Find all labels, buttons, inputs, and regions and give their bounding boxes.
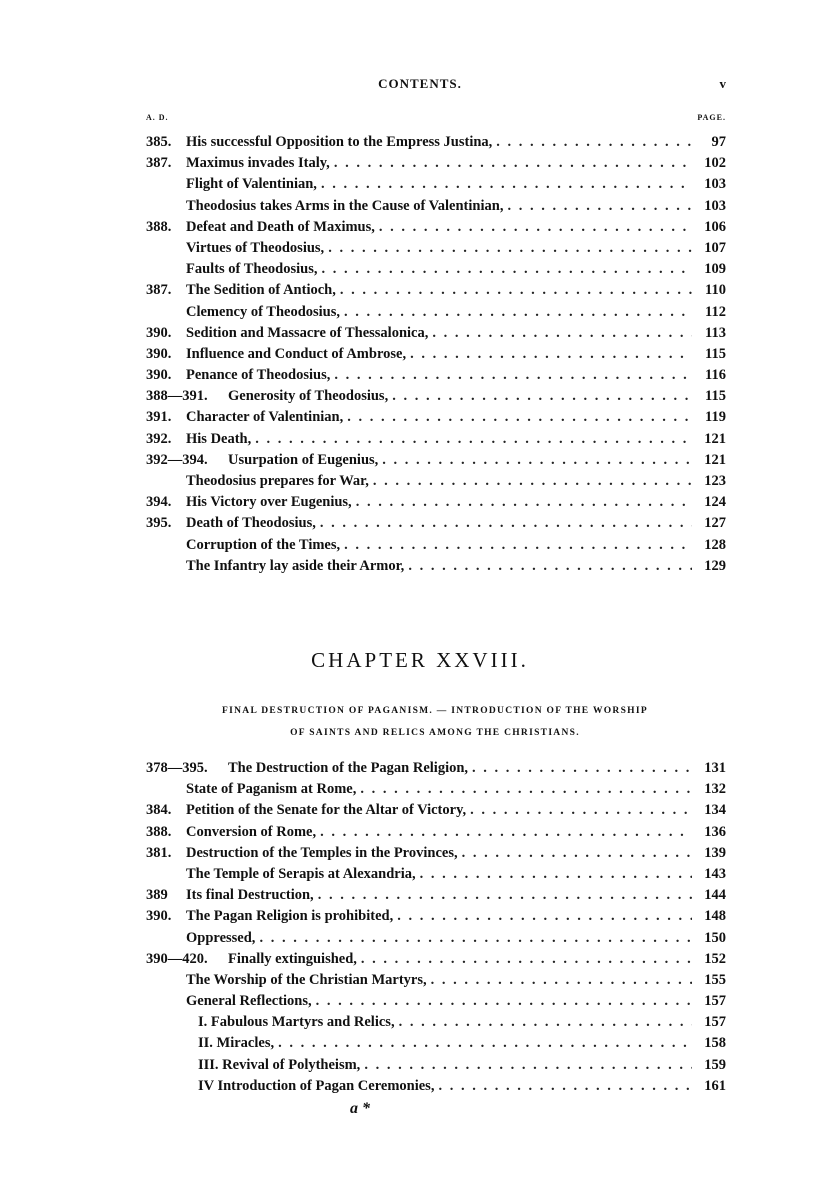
toc-year: 391. bbox=[146, 409, 172, 426]
toc-entry-text: His successful Opposition to the Empress Justina, bbox=[186, 134, 493, 150]
toc-year: 388. bbox=[146, 218, 172, 235]
dot-leader bbox=[330, 365, 692, 386]
toc-row bbox=[146, 864, 726, 885]
toc-entry-text: The Temple of Serapis at Alexandria, bbox=[186, 865, 416, 882]
toc-entry-text: Corruption of the Times, bbox=[186, 536, 341, 553]
toc-year: 390. bbox=[146, 367, 172, 384]
toc-entry-text: Clemency of Theodosius, bbox=[186, 303, 341, 320]
dot-leader bbox=[369, 471, 692, 492]
toc-entry-text: Virtues of Theodosius, bbox=[186, 239, 325, 256]
chapter-subtitle-line-2: OF SAINTS AND RELICS AMONG THE CHRISTIANS. bbox=[290, 728, 580, 738]
toc-row bbox=[146, 429, 726, 450]
toc-page-number: 136 bbox=[704, 823, 726, 840]
toc-row bbox=[146, 822, 726, 843]
toc-page-number: 110 bbox=[705, 282, 726, 299]
toc-row bbox=[146, 323, 726, 344]
dot-leader bbox=[274, 1033, 692, 1054]
toc-row bbox=[146, 259, 726, 280]
dot-leader bbox=[343, 407, 692, 428]
toc-row bbox=[146, 365, 726, 386]
toc-page-number: 144 bbox=[704, 887, 726, 904]
header-page-number: v bbox=[719, 76, 726, 91]
toc-page-number: 134 bbox=[704, 802, 726, 819]
toc-year: 387. bbox=[146, 155, 172, 172]
toc-page-number: 155 bbox=[704, 971, 726, 988]
dot-leader bbox=[330, 153, 692, 174]
toc-row bbox=[146, 132, 726, 153]
dot-leader bbox=[395, 1012, 692, 1033]
dot-leader bbox=[466, 800, 692, 821]
toc-row bbox=[146, 492, 726, 513]
toc-entry-text: Penance of Theodosius, bbox=[186, 367, 331, 384]
toc-entry-text: The Worship of the Christian Martyrs, bbox=[186, 971, 427, 988]
toc-entry-text: III. Revival of Polytheism, bbox=[198, 1056, 361, 1073]
toc-page-number: 139 bbox=[704, 844, 726, 861]
toc-row bbox=[146, 302, 726, 323]
toc-row bbox=[146, 174, 726, 195]
dot-leader bbox=[503, 196, 692, 217]
toc-page-number: 127 bbox=[704, 515, 726, 532]
dot-leader bbox=[356, 779, 692, 800]
dot-leader bbox=[434, 1076, 692, 1097]
toc-page-number: 150 bbox=[704, 929, 726, 946]
toc-entry-text: Sedition and Massacre of Thessalonica, bbox=[186, 324, 429, 341]
chapter-subtitle bbox=[140, 700, 730, 744]
toc-entry-text: Generosity of Theodosius, bbox=[228, 388, 389, 405]
toc-row bbox=[146, 1076, 726, 1097]
dot-leader bbox=[357, 949, 692, 970]
dot-leader bbox=[378, 450, 692, 471]
toc-year: 387. bbox=[146, 282, 172, 299]
toc-page-number: 107 bbox=[704, 239, 726, 256]
toc-year: 384. bbox=[146, 802, 172, 819]
toc-entry-text: Petition of the Senate for the Altar of Victory, bbox=[186, 802, 467, 819]
toc-row bbox=[146, 906, 726, 927]
toc-row bbox=[146, 928, 726, 949]
toc-row bbox=[146, 217, 726, 238]
dot-leader bbox=[427, 970, 692, 991]
toc-row bbox=[146, 970, 726, 991]
toc-year: 392—394. bbox=[146, 451, 208, 468]
toc-row bbox=[146, 280, 726, 301]
dot-leader bbox=[468, 758, 692, 779]
dot-leader bbox=[393, 906, 692, 927]
toc-entry-text: The Pagan Religion is prohibited, bbox=[186, 908, 394, 925]
toc-entry-text: Flight of Valentinian, bbox=[186, 176, 317, 193]
toc-entry-text: Destruction of the Temples in the Provinces, bbox=[186, 844, 458, 861]
toc-entry-text: Oppressed, bbox=[186, 929, 256, 946]
toc-entry-text: Usurpation of Eugenius, bbox=[228, 451, 379, 468]
toc-entry-text: The Infantry lay aside their Armor, bbox=[186, 557, 405, 574]
toc-entry-text: Finally extinguished, bbox=[228, 950, 357, 967]
toc-row bbox=[146, 450, 726, 471]
toc-year: 390. bbox=[146, 324, 172, 341]
toc-entry-text: State of Paganism at Rome, bbox=[186, 781, 357, 798]
toc-page-number: 115 bbox=[705, 388, 726, 405]
toc-page-number: 103 bbox=[704, 197, 726, 214]
toc-row bbox=[146, 535, 726, 556]
toc-row bbox=[146, 471, 726, 492]
dot-leader bbox=[317, 174, 692, 195]
toc-entry-text: Character of Valentinian, bbox=[186, 409, 344, 426]
toc-entry-text: Theodosius takes Arms in the Cause of Valentinian, bbox=[186, 197, 504, 214]
toc-page-number: 121 bbox=[704, 430, 726, 447]
toc-page-number: 128 bbox=[704, 536, 726, 553]
toc-entry-text: His Victory over Eugenius, bbox=[186, 494, 352, 511]
toc-row bbox=[146, 949, 726, 970]
toc-entry-text: Theodosius prepares for War, bbox=[186, 473, 369, 489]
toc-page-number: 129 bbox=[704, 557, 726, 574]
toc-page-number: 131 bbox=[704, 760, 726, 776]
toc-year: 385. bbox=[146, 134, 172, 150]
dot-leader bbox=[336, 280, 692, 301]
toc-page-number: 103 bbox=[704, 176, 726, 193]
column-header-page: PAGE. bbox=[697, 113, 726, 122]
toc-entry-text: I. Fabulous Martyrs and Relics, bbox=[198, 1014, 395, 1031]
toc-year: 388. bbox=[146, 823, 172, 840]
toc-year: 390. bbox=[146, 345, 172, 362]
toc-entry-text: II. Miracles, bbox=[198, 1035, 275, 1052]
toc-row bbox=[146, 513, 726, 534]
toc-entry-text: Maximus invades Italy, bbox=[186, 155, 330, 172]
toc-page-number: 97 bbox=[711, 134, 726, 150]
toc-year: 394. bbox=[146, 494, 172, 511]
toc-entry-text: The Destruction of the Pagan Religion, bbox=[228, 760, 469, 776]
dot-leader bbox=[352, 492, 692, 513]
dot-leader bbox=[316, 822, 692, 843]
chapter-heading: CHAPTER XXVIII. bbox=[311, 648, 529, 672]
dot-leader bbox=[340, 535, 692, 556]
dot-leader bbox=[375, 217, 692, 238]
toc-page-number: 152 bbox=[704, 950, 726, 967]
header-title: CONTENTS. bbox=[378, 76, 462, 91]
toc-row bbox=[146, 238, 726, 259]
toc-entry-text: Influence and Conduct of Ambrose, bbox=[186, 345, 407, 362]
toc-entry-text: Death of Theodosius, bbox=[186, 515, 316, 532]
toc-page-number: 109 bbox=[704, 261, 726, 278]
column-headers bbox=[146, 113, 726, 129]
toc-row bbox=[146, 758, 726, 779]
dot-leader bbox=[388, 386, 692, 407]
toc-page-number: 132 bbox=[704, 781, 726, 798]
dot-leader bbox=[404, 556, 692, 577]
toc-year: 388—391. bbox=[146, 388, 208, 405]
toc-page-number: 148 bbox=[704, 908, 726, 925]
toc-row bbox=[146, 1033, 726, 1054]
toc-row bbox=[146, 1012, 726, 1033]
toc-entry-text: Conversion of Rome, bbox=[186, 823, 317, 840]
toc-row bbox=[146, 386, 726, 407]
dot-leader bbox=[458, 843, 692, 864]
signature-mark: a * bbox=[350, 1100, 370, 1117]
toc-list-chapter-27 bbox=[146, 132, 726, 577]
toc-page-number: 121 bbox=[704, 451, 726, 468]
toc-year: 378—395. bbox=[146, 760, 208, 776]
toc-entry-text: His Death, bbox=[186, 430, 252, 447]
toc-entry-text: General Reflections, bbox=[186, 993, 312, 1010]
toc-row bbox=[146, 407, 726, 428]
toc-year: 381. bbox=[146, 844, 172, 861]
dot-leader bbox=[314, 885, 692, 906]
toc-year: 389 bbox=[146, 887, 168, 904]
toc-page-number: 143 bbox=[704, 865, 726, 882]
dot-leader bbox=[492, 132, 692, 153]
toc-row bbox=[146, 344, 726, 365]
toc-row bbox=[146, 779, 726, 800]
toc-year: 392. bbox=[146, 430, 172, 447]
toc-row bbox=[146, 800, 726, 821]
toc-page-number: 115 bbox=[705, 345, 726, 362]
dot-leader bbox=[360, 1055, 692, 1076]
toc-page-number: 124 bbox=[704, 494, 726, 511]
toc-row bbox=[146, 556, 726, 577]
toc-row bbox=[146, 843, 726, 864]
toc-row bbox=[146, 1055, 726, 1076]
toc-page-number: 159 bbox=[704, 1056, 726, 1073]
toc-page-number: 119 bbox=[705, 409, 726, 426]
toc-page-number: 157 bbox=[704, 1014, 726, 1031]
toc-year: 390. bbox=[146, 908, 172, 925]
dot-leader bbox=[416, 864, 692, 885]
chapter-subtitle-line-1: FINAL DESTRUCTION OF PAGANISM. — INTRODUCTION OF THE WORSHIP bbox=[222, 706, 648, 716]
dot-leader bbox=[340, 302, 692, 323]
dot-leader bbox=[324, 238, 692, 259]
dot-leader bbox=[428, 323, 692, 344]
toc-page-number: 116 bbox=[705, 367, 726, 384]
toc-entry-text: Its final Destruction, bbox=[186, 887, 314, 904]
toc-entry-text: IV Introduction of Pagan Ceremonies, bbox=[198, 1077, 435, 1094]
toc-page-number: 106 bbox=[704, 218, 726, 235]
toc-row bbox=[146, 991, 726, 1012]
toc-row bbox=[146, 153, 726, 174]
toc-page-number: 113 bbox=[705, 324, 726, 341]
dot-leader bbox=[312, 991, 692, 1012]
toc-page-number: 123 bbox=[704, 473, 726, 489]
dot-leader bbox=[255, 928, 692, 949]
toc-page-number: 102 bbox=[704, 155, 726, 172]
toc-entry-text: Faults of Theodosius, bbox=[186, 261, 318, 278]
toc-row bbox=[146, 885, 726, 906]
toc-entry-text: Defeat and Death of Maximus, bbox=[186, 218, 375, 235]
toc-page-number: 157 bbox=[704, 993, 726, 1010]
toc-year: 390—420. bbox=[146, 950, 208, 967]
toc-entry-text: The Sedition of Antioch, bbox=[186, 282, 336, 299]
dot-leader bbox=[251, 429, 692, 450]
toc-page-number: 112 bbox=[705, 303, 726, 320]
toc-page-number: 158 bbox=[704, 1035, 726, 1052]
toc-year: 395. bbox=[146, 515, 172, 532]
toc-list-chapter-28 bbox=[146, 758, 726, 1097]
running-header bbox=[0, 76, 840, 96]
dot-leader bbox=[316, 513, 692, 534]
toc-row bbox=[146, 196, 726, 217]
dot-leader bbox=[317, 259, 692, 280]
column-header-ad: A. D. bbox=[146, 113, 169, 122]
toc-page-number: 161 bbox=[704, 1077, 726, 1094]
dot-leader bbox=[406, 344, 692, 365]
